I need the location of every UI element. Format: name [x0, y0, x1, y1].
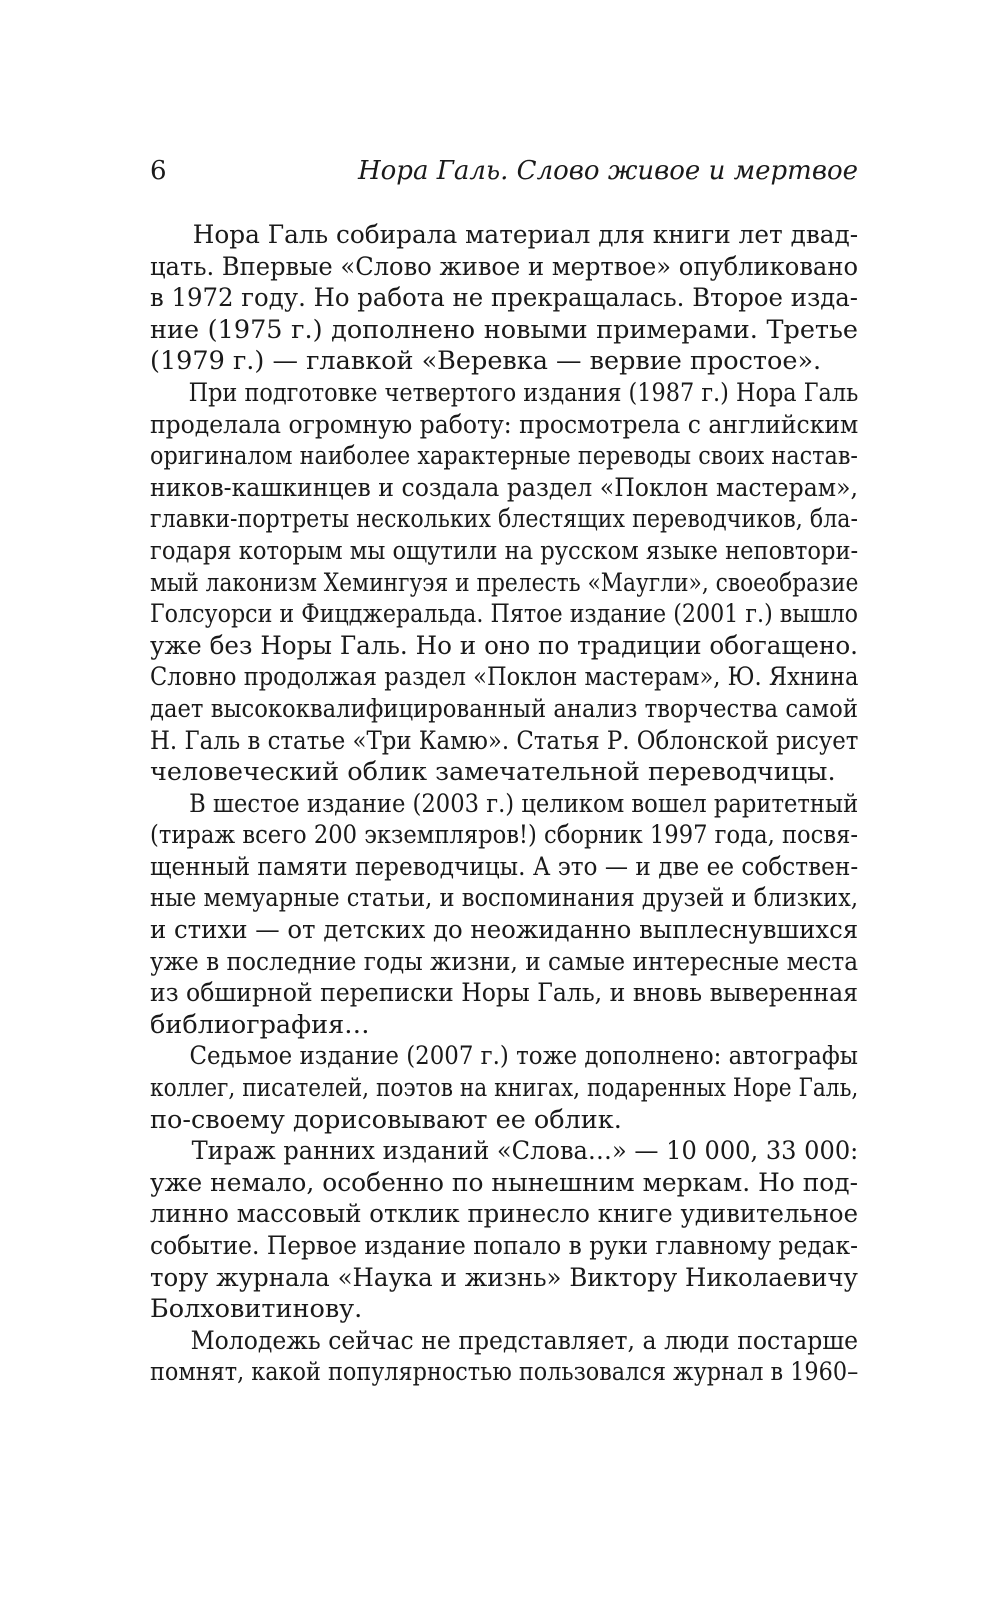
- text-line: (тираж всего 200 экземпляров!) сборник 1997 года, посвя-: [150, 820, 858, 851]
- paragraph: [150, 378, 858, 789]
- text-line: помнят, какой популярностью пользовался журнал в 1960–: [150, 1357, 859, 1388]
- text-line: уже в последние годы жизни, и самые интересные места: [150, 946, 859, 977]
- text-line: и стихи — от детских до неожиданно выплеснувшихся: [150, 915, 859, 946]
- body-text: [150, 220, 858, 1389]
- text-line: ников-кашкинцев и создала раздел «Поклон мастерам»,: [150, 472, 859, 503]
- text-line: уже немало, особенно по нынешним меркам. Но под-: [150, 1167, 858, 1198]
- text-line: Словно продолжая раздел «Поклон мастерам», Ю. Яхнина: [150, 662, 859, 693]
- text-line: дает высококвалифицированный анализ творчества самой: [150, 693, 858, 724]
- text-line: Тираж ранних изданий «Слова…» — 10 000, 33 000:: [191, 1136, 859, 1167]
- text-line: ние (1975 г.) дополнено новыми примерами. Третье: [150, 314, 858, 345]
- text-line: Голсуорси и Фицджеральда. Пятое издание (2001 г.) вышло: [150, 599, 859, 630]
- paragraph: [150, 1041, 858, 1136]
- paragraph: [150, 789, 858, 1042]
- text-line: из обширной переписки Норы Галь, и вновь выверенная: [150, 978, 859, 1009]
- text-line: событие. Первое издание попало в руки главному редак-: [150, 1231, 858, 1261]
- text-line: мый лаконизм Хемингуэя и прелесть «Маугли», своеобразие: [150, 567, 859, 598]
- text-line: главки-портреты нескольких блестящих переводчиков, бла-: [150, 504, 858, 535]
- text-line: Молодежь сейчас не представляет, а люди постарше: [190, 1325, 859, 1356]
- running-title: Нора Галь. Слово живое и мертвое: [357, 156, 858, 186]
- text-line: в 1972 году. Но работа не прекращалась. Второе изда-: [150, 283, 859, 314]
- text-line: Седьмое издание (2007 г.) тоже дополнено: автографы: [189, 1041, 859, 1072]
- text-line: Болховитинову.: [150, 1294, 363, 1325]
- text-line: Н. Галь в статье «Три Камю». Статья Р. Облонской рисует: [150, 725, 859, 756]
- running-header: [150, 156, 858, 196]
- text-line: проделала огромную работу: просмотрела с английским: [150, 409, 859, 440]
- text-line: Нора Галь собирала материал для книги лет двад-: [192, 220, 859, 250]
- text-line: библиография…: [150, 1009, 370, 1040]
- text-line: При подготовке четвертого издания (1987 г.) Нора Галь: [188, 377, 859, 408]
- paragraph: [150, 220, 858, 378]
- text-line: годаря которым мы ощутили на русском языке неповтори-: [150, 535, 859, 566]
- text-line: оригиналом наиболее характерные переводы своих настав-: [150, 441, 858, 472]
- paragraph: [150, 1136, 858, 1326]
- text-line: (1979 г.) — главкой «Веревка — вервие простое».: [150, 346, 822, 377]
- text-line: человеческий облик замечательной переводчицы.: [150, 757, 836, 788]
- text-line: ные мемуарные статьи, и воспоминания друзей и близких,: [150, 883, 858, 914]
- text-line: В шестое издание (2003 г.) целиком вошел раритетный: [189, 788, 859, 819]
- text-line: по-своему дорисовывают ее облик.: [150, 1104, 622, 1135]
- text-line: тору журнала «Наука и жизнь» Виктору Николаевичу: [150, 1262, 858, 1293]
- text-line: щенный памяти переводчицы. А это — и две ее собствен-: [150, 851, 859, 882]
- text-line: уже без Норы Галь. Но и оно по традиции обогащено.: [150, 630, 859, 661]
- page-number: 6: [150, 156, 167, 186]
- text-line: цать. Впервые «Слово живое и мертвое» опубликовано: [150, 251, 859, 282]
- paragraph: [150, 1326, 858, 1389]
- text-line: линно массовый отклик принесло книге удивительное: [150, 1199, 859, 1230]
- text-line: коллег, писателей, поэтов на книгах, подаренных Норе Галь,: [150, 1073, 859, 1104]
